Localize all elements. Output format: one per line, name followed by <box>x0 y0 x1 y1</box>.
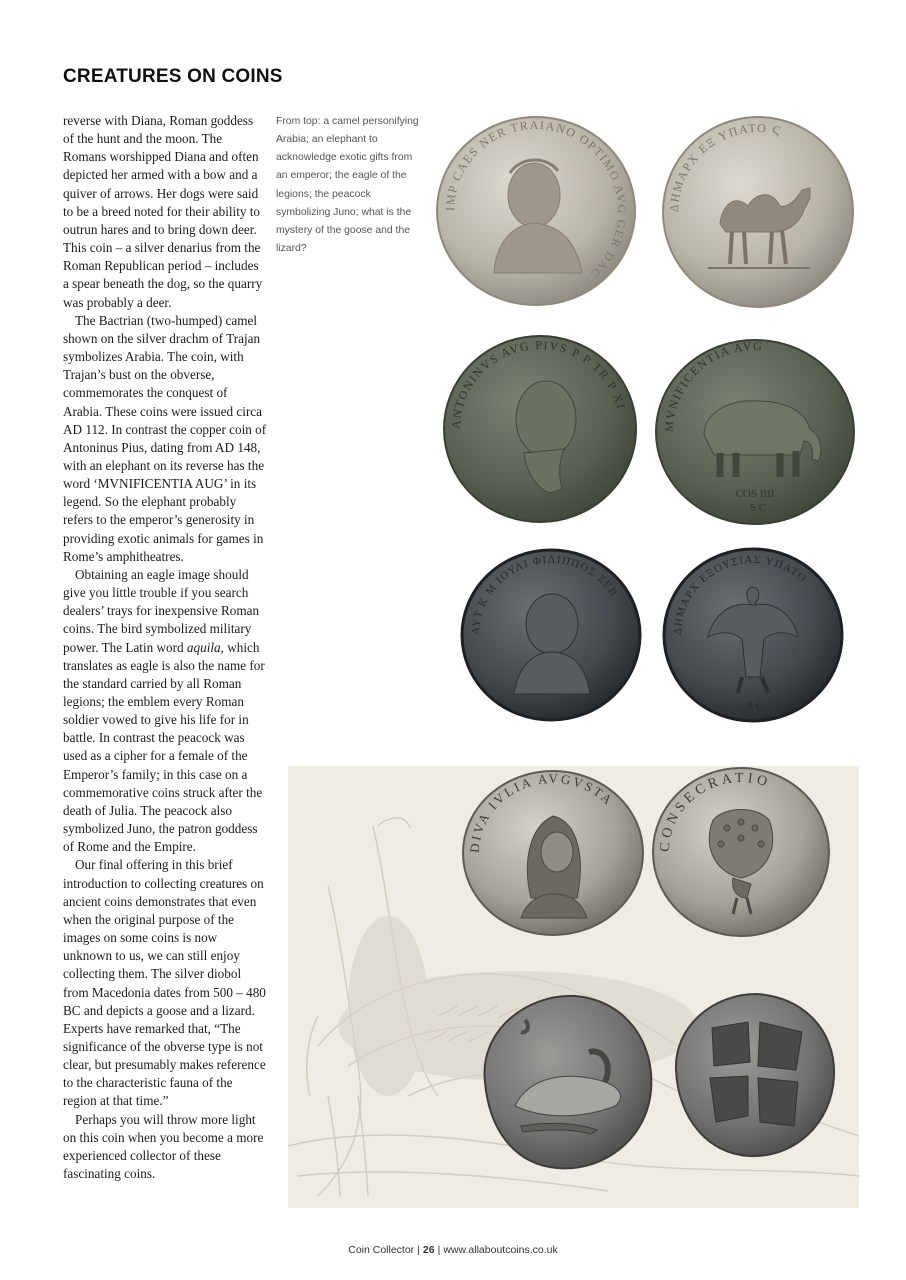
philip-obverse-coin <box>460 548 642 723</box>
camel-reverse-coin <box>660 114 856 310</box>
coin-legend: ANTONINVS AVG PIVS P P TR P XI <box>448 337 629 430</box>
eagle-reverse-coin <box>662 547 844 724</box>
antoninus-obverse-coin <box>442 333 638 525</box>
incuse-square-reverse-coin <box>664 986 844 1164</box>
article-body <box>63 112 267 1183</box>
diva-julia-obverse-coin <box>461 768 645 938</box>
trajan-obverse-coin <box>434 113 638 309</box>
photo-caption: From top: a camel personifying Arabia; an elephant to acknowledge exotic gifts from an emperor; the eagle of the legions; the peacock symbolizing Juno; what is the mystery of the goose and the lizard? <box>276 116 419 255</box>
latin-word: aquila <box>186 639 221 655</box>
coin-legend: DIVA IVLIA AVGVSTA <box>466 770 617 854</box>
paragraph-3-start: Obtaining an eagle image should give you little trouble if you search dealers’ trays for inexpensive Roman coins. The bird symbolized military power. The Latin word <box>63 566 260 655</box>
goose-lizard-obverse-coin <box>465 986 661 1176</box>
coin-legend: ΔΗΜΑΡΧ ΕΞ ΥΠΑΤΟ Ϛ <box>666 120 784 213</box>
coin-sc-mark: S C <box>749 502 767 514</box>
footer-separator: | <box>417 1244 420 1256</box>
coin-sc-mark: S C <box>746 700 764 712</box>
page-footer <box>0 1244 906 1256</box>
paragraph-3 <box>63 566 267 857</box>
peacock-reverse-coin <box>651 766 831 938</box>
coin-legend: CONSECRATIO <box>657 770 773 853</box>
paragraph-5: Perhaps you will throw more light on this coin when you become a more experienced collector of these fascinating coins. <box>63 1111 264 1182</box>
paragraph-4: Our final offering in this brief introduction to collecting creatures on ancient coins demonstrates that even when the original purpose of the images on some coins is now unknown to us, we can still enjoy collecting them. The silver diobol from Macedonia dates from 500 – 480 BC and depicts a goose and a lizard. Experts have remarked that, “The significance of the obverse type is not clear, but presumably makes reference to the characteristic fauna of the region at that time.” <box>63 857 266 1109</box>
paragraph-3-end: , which translates as eagle is also the name for the standard carried by all Roman legions; the emblem every Roman soldier vowed to give his life for in battle. In contrast the peacock was used as a cipher for a female of the Emperor’s family; in this case on a commemorative coins struck after the death of Julia. The peacock also symbolized Juno, the patron goddess of Rome and the Empire. <box>63 639 265 855</box>
website-url: www.allaboutcoins.co.uk <box>443 1244 558 1256</box>
footer-separator: | <box>437 1244 441 1256</box>
paragraph-2: The Bactrian (two-humped) camel shown on the silver drachm of Trajan symbolizes Arabia. The coin, with Trajan’s bust on the obverse, commemorates the conquest of Arabia. These coins were issued circa AD 112. In contrast the copper coin of Antoninus Pius, dating from AD 148, with an elephant on its reverse has the word ‘MVNIFICENTIA AUG’ in its legend. So the elephant probably refers to the emperor’s generosity in providing exotic animals for games in Rome’s amphitheatres. <box>63 312 267 564</box>
page-heading: CREATURES ON COINS <box>63 66 283 87</box>
coin-legend: MVNIFICENTIA AVG <box>661 338 764 433</box>
elephant-reverse-coin <box>654 337 856 527</box>
publication-name: Coin Collector <box>348 1244 415 1256</box>
page-number: 26 <box>422 1244 435 1256</box>
coin-legend: IMP CAES NER TRAIANO OPTIMO AVG GER DAC <box>442 117 630 282</box>
coin-legend: ΔΗΜΑΡΧ ΕΞΟΥΣΙΑΣ ΥΠΑΤΟ <box>671 553 809 636</box>
coin-exergue: COS IIII <box>735 488 775 500</box>
paragraph-1: reverse with Diana, Roman goddess of the hunt and the moon. The Romans worshipped Diana and often depicted her armed with a bow and a quiver of arrows. Her dogs were said to be a breed noted for their ability to outrun hares and to bring down deer. This coin – a silver denarius from the Roman Republican period – includes a spear beneath the dog, so the quarry was probably a deer. <box>63 113 263 310</box>
coin-legend: ΑΥΤ Κ Μ ΙΟΥΛΙ ΦΙΛΙΠΠΟΣ ΣΕΒ <box>469 553 621 636</box>
